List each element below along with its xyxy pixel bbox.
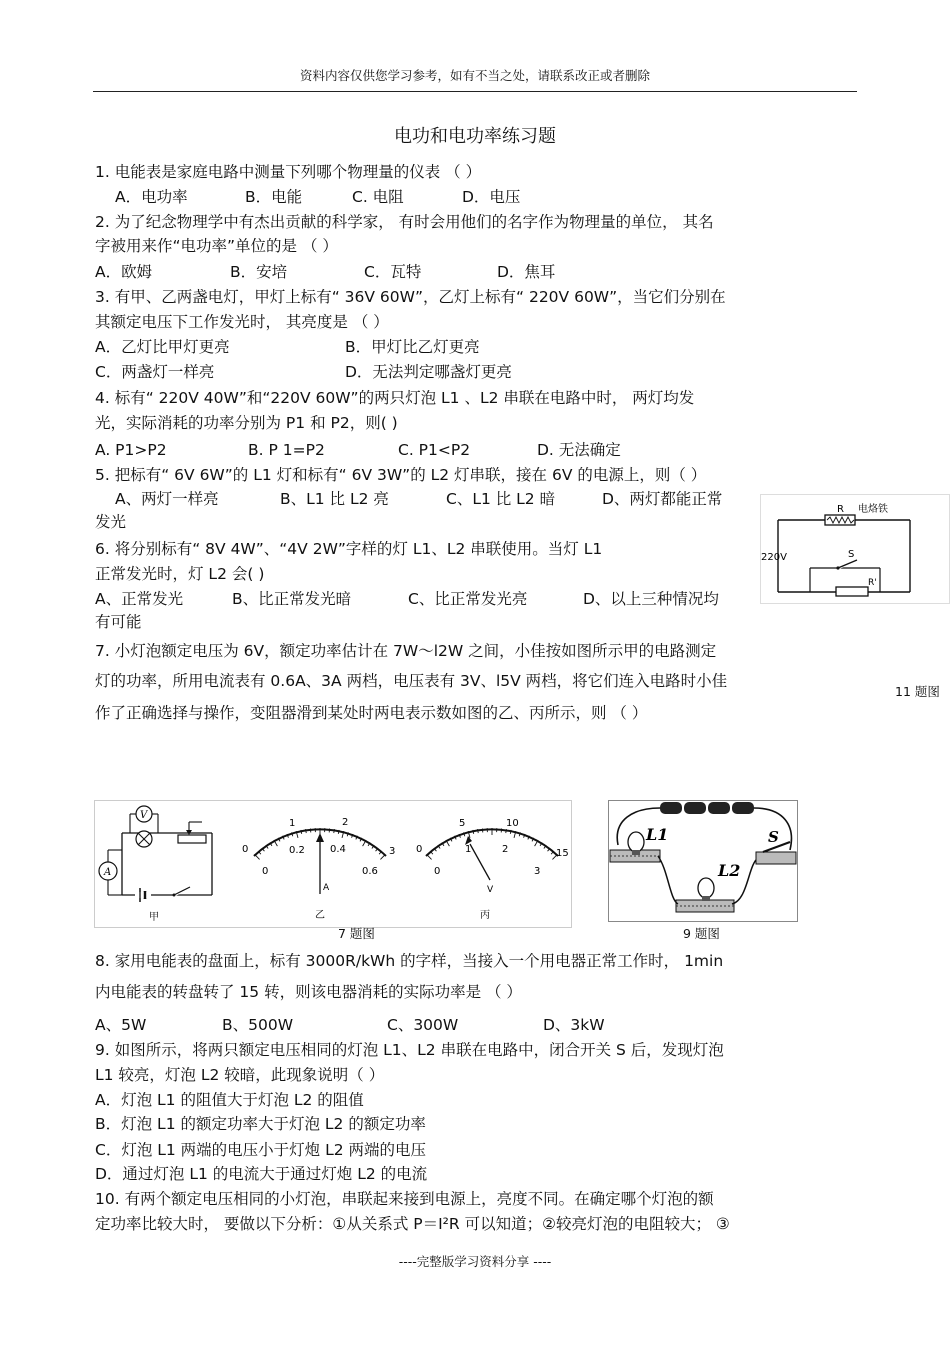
q3-option-b: B．甲灯比乙灯更亮 xyxy=(345,338,480,356)
meter-tick xyxy=(306,829,307,833)
ammeter-top-3: 3 xyxy=(389,846,396,857)
q3-stem-line1: 3. 有甲、乙两盏电灯，甲灯上标有“ 36V 60W”，乙灯上标有“ 220V 60W”，当它们分别在 xyxy=(95,288,726,306)
q9-line1: 9. 如图所示，将两只额定电压相同的灯泡 L1、L2 串联在电路中，闭合开关 S 后，发现灯泡 xyxy=(95,1041,724,1059)
q5-option-c: C、L1 比 L2 暗 xyxy=(446,490,556,508)
fig11-label-r: R xyxy=(837,504,844,515)
q10-line2: 定功率比较大时， 要做以下分析：①从关系式 P＝I²R 可以知道；②较亮灯泡的电阻较大； ③ xyxy=(95,1215,730,1233)
q4-option-d: D. 无法确定 xyxy=(537,441,621,459)
q6-option-d-cont: 有可能 xyxy=(95,613,142,631)
q6-stem-line1: 6. 将分别标有“ 8V 4W”、“4V 2W”字样的灯 L1、L2 串联使用。当灯 L1 xyxy=(95,540,603,558)
fig7-ammeter-yi xyxy=(242,817,395,921)
voltmeter-top-10: 10 xyxy=(506,818,519,829)
meter-tick xyxy=(478,829,479,833)
fig7-voltmeter-v-label: V xyxy=(487,885,494,895)
q6-stem-line2: 正常发光时，灯 L2 会( ) xyxy=(95,565,265,583)
q7-line3: 作了正确选择与操作，变阻器滑到某处时两电表示数如图的乙、丙所示，则 （ ） xyxy=(95,704,648,722)
fig9-label-s: S xyxy=(768,828,779,846)
meter-tick xyxy=(506,829,507,833)
meter-tick xyxy=(380,854,385,859)
fig7-caption: 7 题图 xyxy=(338,926,375,941)
fig9-label-l1: L1 xyxy=(646,825,669,844)
q6-option-c: C、比正常发光亮 xyxy=(408,590,528,608)
q5-option-d-cont: 发光 xyxy=(95,513,127,531)
header-divider xyxy=(93,91,857,92)
fig9-label-l2: L2 xyxy=(718,861,741,880)
q8-option-d: D、3kW xyxy=(543,1016,605,1034)
q9-option-b: B．灯泡 L1 的额定功率大于灯泡 L2 的额定功率 xyxy=(95,1115,426,1133)
q2-stem-line2: 字被用来作“电功率”单位的是 （ ） xyxy=(95,237,338,255)
voltmeter-bottom-2: 2 xyxy=(502,844,509,855)
q4-option-c: C. P1<P2 xyxy=(398,441,471,459)
page-footer: ----完整版学习资料分享 ---- xyxy=(398,1254,552,1269)
q9-line2: L1 较亮，灯泡 L2 较暗，此现象说明（ ） xyxy=(95,1066,385,1084)
fig7-ammeter-label: A xyxy=(104,867,112,878)
q2-option-d: D．焦耳 xyxy=(497,263,556,281)
ammeter-top-1: 1 xyxy=(289,818,296,829)
voltmeter-top-15: 15 xyxy=(556,848,569,859)
fig9-caption: 9 题图 xyxy=(683,926,720,941)
fig11-circuit-diagram xyxy=(760,494,950,604)
ammeter-bottom-0: 0 xyxy=(262,866,269,877)
q6-option-a: A、正常发光 xyxy=(95,590,184,608)
q8-option-a: A、5W xyxy=(95,1016,147,1034)
fig11-label-r2: R' xyxy=(868,578,877,588)
fig7-label-bing: 丙 xyxy=(480,910,490,921)
fig9-battery xyxy=(660,802,754,814)
q8-line1: 8. 家用电能表的盘面上，标有 3000R/kWh 的字样，当接入一个用电器正常工作时， 1min xyxy=(95,952,724,970)
q3-option-a: A．乙灯比甲灯更亮 xyxy=(95,338,230,356)
meter-tick xyxy=(255,854,260,859)
q10-line1: 10. 有两个额定电压相同的小灯泡，串联起来接到电源上，亮度不同。在确定哪个灯泡的额 xyxy=(95,1190,714,1208)
q1-option-b: B．电能 xyxy=(245,188,303,206)
q4-option-a: A. P1>P2 xyxy=(95,441,167,459)
q9-option-a: A．灯泡 L1 的阻值大于灯泡 L2 的阻值 xyxy=(95,1091,364,1109)
q3-stem-line2: 其额定电压下工作发光时， 其亮度是 （ ） xyxy=(95,313,389,331)
fig11-label-device: 电烙铁 xyxy=(858,504,888,515)
voltmeter-bottom-0: 0 xyxy=(434,866,441,877)
page-title: 电功和电功率练习题 xyxy=(394,126,556,147)
fig7-label-jia: 甲 xyxy=(149,912,159,923)
q2-option-c: C．瓦特 xyxy=(364,263,422,281)
q4-stem-line1: 4. 标有“ 220V 40W”和“220V 60W”的两只灯泡 L1 、L2 串联在电路中时， 两灯均发 xyxy=(95,389,695,407)
voltmeter-bottom-3: 3 xyxy=(534,866,541,877)
voltmeter-top-0: 0 xyxy=(416,844,423,855)
fig11-caption: 11 题图 xyxy=(895,684,940,699)
fig7-label-yi: 乙 xyxy=(315,910,325,921)
fig11-label-s: S xyxy=(848,549,855,560)
ammeter-bottom-2: 0.4 xyxy=(330,844,346,855)
q1-stem: 1. 电能表是家庭电路中测量下列哪个物理量的仪表 （ ） xyxy=(95,163,482,181)
q9-option-d: D．通过灯泡 L1 的电流大于通过灯炮 L2 的电流 xyxy=(95,1165,428,1183)
fig9-circuit-picture xyxy=(608,800,798,922)
fig11-label-voltage: 220V xyxy=(761,552,787,563)
q4-option-b: B. P 1=P2 xyxy=(248,441,325,459)
ammeter-bottom-1: 0.2 xyxy=(289,845,305,856)
q4-stem-line2: 光，实际消耗的功率分别为 P1 和 P2，则( ) xyxy=(95,414,398,432)
voltmeter-bottom-1: 1 xyxy=(465,844,472,855)
q6-option-d: D、以上三种情况均 xyxy=(583,590,719,608)
q2-option-a: A．欧姆 xyxy=(95,263,153,281)
q8-option-c: C、300W xyxy=(387,1016,459,1034)
q1-option-a: A．电功率 xyxy=(115,188,188,206)
q3-option-c: C．两盏灯一样亮 xyxy=(95,363,215,381)
page-header: 资料内容仅供您学习参考，如有不当之处，请联系改正或者删除 xyxy=(299,68,650,83)
q5-option-d: D、两灯都能正常 xyxy=(602,490,723,508)
q5-stem: 5. 把标有“ 6V 6W”的 L1 灯和标有“ 6V 3W”的 L2 灯串联，接在 6V 的电源上，则（ ） xyxy=(95,466,707,484)
q2-stem-line1: 2. 为了纪念物理学中有杰出贡献的科学家， 有时会用他们的名字作为物理量的单位， 其名 xyxy=(95,213,714,231)
q6-option-b: B、比正常发光暗 xyxy=(232,590,352,608)
q2-option-b: B．安培 xyxy=(230,263,288,281)
q7-line1: 7. 小灯泡额定电压为 6V，额定功率估计在 7W～l2W 之间，小佳按如图所示甲的电路测定 xyxy=(95,642,717,660)
ammeter-top-0: 0 xyxy=(242,844,249,855)
q1-option-d: D．电压 xyxy=(462,188,521,206)
fig7-voltmeter-label: V xyxy=(140,810,148,821)
q3-option-d: D．无法判定哪盏灯更亮 xyxy=(345,363,512,381)
q5-option-b: B、L1 比 L2 亮 xyxy=(280,490,389,508)
meter-tick xyxy=(427,854,432,859)
meter-tick xyxy=(334,829,335,833)
voltmeter-top-5: 5 xyxy=(459,818,466,829)
q8-option-b: B、500W xyxy=(222,1016,294,1034)
q8-line2: 内电能表的转盘转了 15 转，则该电器消耗的实际功率是 （ ） xyxy=(95,983,522,1001)
ammeter-top-2: 2 xyxy=(342,817,349,828)
ammeter-bottom-3: 0.6 xyxy=(362,866,378,877)
q5-option-a: A、两灯一样亮 xyxy=(115,490,219,508)
fig7-ammeter-a-label: A xyxy=(323,883,330,893)
q9-option-c: C．灯泡 L1 两端的电压小于灯炮 L2 两端的电压 xyxy=(95,1141,427,1159)
q7-line2: 灯的功率，所用电流表有 0.6A、3A 两档，电压表有 3V、l5V 两档，将它们连入电路时小佳 xyxy=(95,672,728,690)
q1-option-c: C. 电阻 xyxy=(352,188,404,206)
fig7-circuit-jia xyxy=(99,806,212,923)
fig7-voltmeter-bing xyxy=(416,818,569,921)
fig7-circuit-and-meters xyxy=(94,800,572,928)
